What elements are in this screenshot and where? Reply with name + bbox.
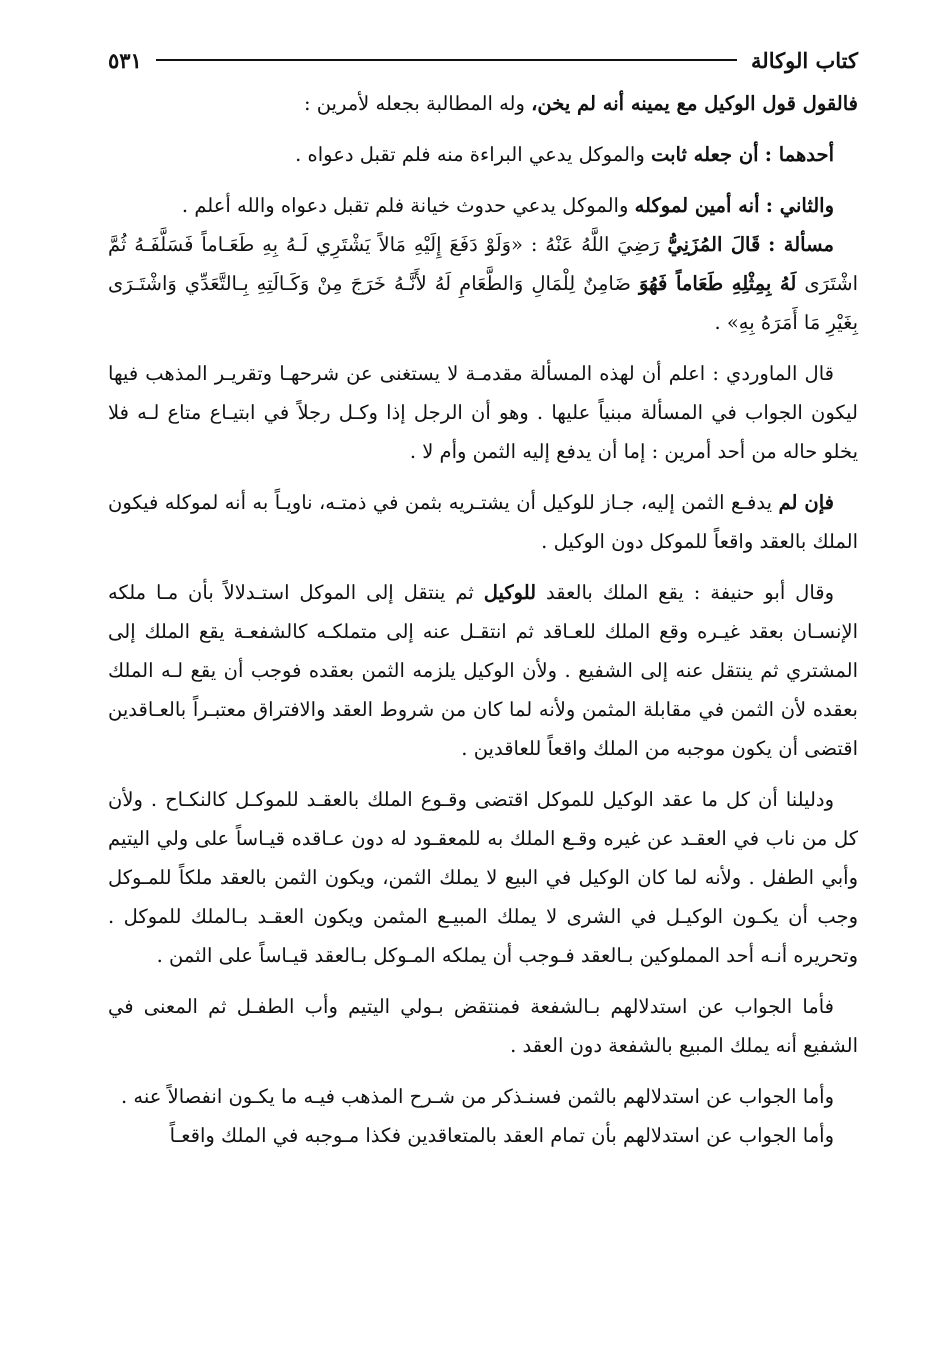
paragraph-6 [108, 483, 858, 561]
paragraph-6-lead: فإن لم [778, 491, 834, 514]
paragraph-10 [108, 1077, 858, 1116]
paragraph-7-text-b: ثم ينتقل إلى الموكل استـدلالاً بأن مـا ملكه الإنسـان بعقد غيـره وقع الملك للعـاقد ثم انتقـل عنه إلى متملكـه كالشفعـة يقع الملك إلى المشتري ثم ينتقل عنه إلى الشفيع . ولأن الوكيل يلزمه الثمن بعقده فوجب أن يقع لـه الملك بعقده لأن الثمن في مقابلة المثمن ولأنه لما كان من شروط العقد والافتراق معتبـراً بالعـاقدين اقتضى أن يكون موجبه من الملك واقعاً للعاقدين . [108, 581, 858, 760]
paragraph-4-lead: مسألة : [768, 233, 834, 256]
paragraph-1 [108, 84, 858, 123]
paragraph-8 [108, 780, 858, 975]
paragraph-2 [108, 135, 858, 174]
paragraph-7-bold-text: للوكيل [483, 581, 537, 604]
paragraph-4-mazani-quote [108, 225, 858, 342]
paragraph-3-bold-text: أنه أمين لموكله [634, 194, 760, 217]
paragraph-3 [108, 186, 858, 225]
paragraph-3-lead: والثاني : [765, 194, 834, 217]
paragraph-1-lead: فالقول قول الوكيل مع يمينه أنه لم يخن، [531, 92, 858, 115]
chapter-title: كتاب الوكالة [751, 47, 858, 73]
paragraph-4-quote-start: «وَلَوْ دَفَعَ إِلَيْهِ مَالاً يَشْتَرِي لَـهُ بِهِ طَعَـاماً فَسَلَّفَـهُ ثُمَّ اشْتَرَى [108, 233, 858, 295]
paragraph-4-quote-bold: لَهُ بِمِثْلِهِ طَعَاماً فَهُوَ [638, 272, 797, 295]
paragraph-7 [108, 573, 858, 768]
paragraph-6-text: يدفـع الثمن إليه، جـاز للوكيل أن يشتـريه بثمن في ذمتـه، ناويـاً به أنه لموكله فيكون الملك بالعقد واقعاً للموكل دون الوكيل . [108, 491, 858, 553]
running-header [108, 40, 858, 80]
paragraph-1-text: وله المطالبة بجعله لأمرين : [303, 92, 525, 115]
paragraph-8-text: ودليلنا أن كل ما عقد الوكيل للموكل اقتضى وقـوع الملك بالعقـد للموكـل كالنكـاح . ولأن كل من ناب في العقـد عن غيره وقـع الملك به للمعقـود له دون عـاقده قيـاساً على ولي اليتيم وأبي الطفل . ولأنه لما كان الوكيل في البيع لا يملك الثمن، ويكون الثمن بالعقد ملكاً للمـوكل وجب أن يكـون الوكيـل في الشرى لا يملك المبيـع المثمن ويكون العقـد بـالملك للموكل . وتحريره أنـه أحد المملوكين بـالعقد فـوجب أن يملكه المـوكل بـالعقد قيـاساً على الثمن . [108, 788, 858, 967]
paragraph-2-text: والموكل يدعي البراءة منه فلم تقبل دعواه . [295, 143, 645, 166]
paragraph-2-lead: أحدهما : [764, 143, 834, 166]
paragraph-2-bold-text: أن جعله ثابت [650, 143, 759, 166]
paragraph-11 [108, 1116, 858, 1155]
paragraph-4-quote-end: ضَامِنٌ لِلْمَالِ وَالطَّعَامِ لَهُ لأَنَّـهُ خَرَجَ مِنْ وَكَـالَتِهِ بِـالتَّعَدِّي وَاشْتَـرَى بِغَيْرِ مَا أَمَرَهُ بِهِ» . [108, 272, 858, 334]
paragraph-5 [108, 354, 858, 471]
paragraph-11-text: وأما الجواب عن استدلالهم بأن تمام العقد بالمتعاقدين فكذا مـوجبه في الملك واقعـاً [169, 1124, 834, 1147]
paragraph-5-text: قال الماوردي : اعلم أن لهذه المسألة مقدمـة لا يستغنى عن شرحهـا وتقريـر المذهب فيها ليكون الجواب في المسألة مبنياً عليها . وهو أن الرجل إذا وكـل رجلاً في ابتيـاع متاع لـه فلا يخلو حاله من أحد أمرين : إما أن يدفع إليه الثمن وأم لا . [108, 362, 858, 463]
page-number: ٥٣١ [108, 47, 142, 73]
paragraph-10-text: وأما الجواب عن استدلالهم بالثمن فسنـذكر من شـرح المذهب فيـه ما يكـون انفصالاً عنه . [121, 1085, 834, 1108]
header-rule [156, 59, 737, 61]
paragraph-9-text: فأما الجواب عن استدلالهم بـالشفعة فمنتقض بـولي اليتيم وأب الطفـل ثم المعنى في الشفيع أنه يملك المبيع بالشفعة دون العقد . [108, 995, 858, 1057]
paragraph-9 [108, 987, 858, 1065]
paragraph-4-blessing: رَضِيَ اللَّهُ عَنْهُ : [530, 233, 660, 256]
paragraph-4-author: قَالَ المُزَنِيُّ [667, 233, 761, 256]
page-body [108, 84, 858, 1340]
paragraph-7-text-a: وقال أبو حنيفة : يقع الملك بالعقد [546, 581, 834, 604]
paragraph-3-text: والموكل يدعي حدوث خيانة فلم تقبل دعواه والله أعلم . [181, 194, 629, 217]
